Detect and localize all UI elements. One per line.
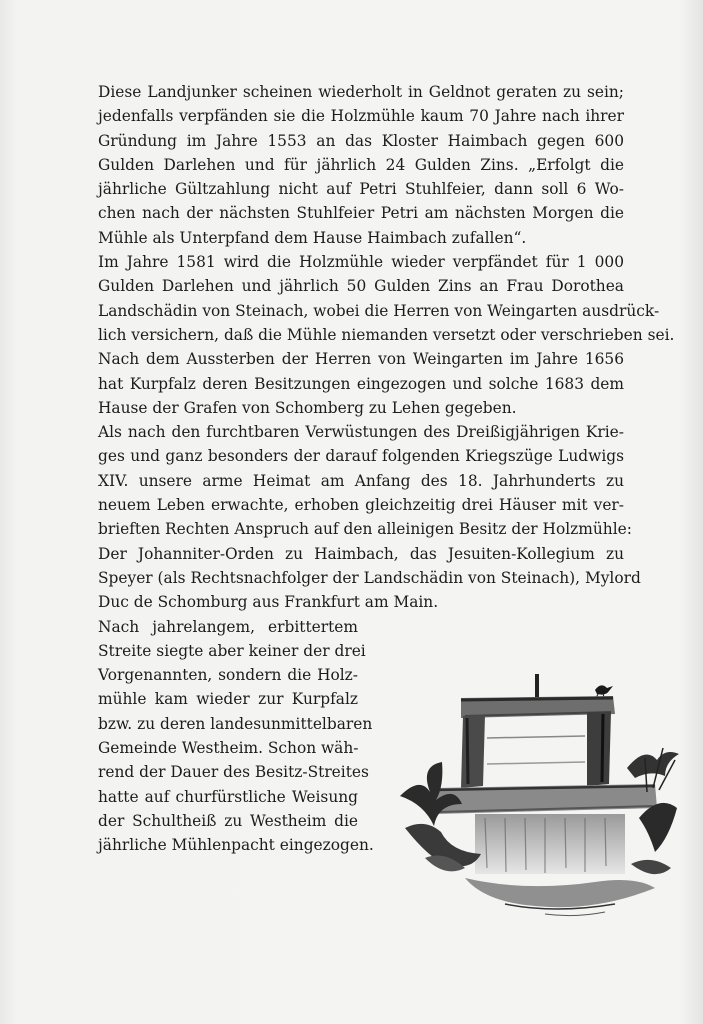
paragraph-3 bbox=[98, 347, 624, 420]
text-line: jährliche Mühlenpacht eingezogen. bbox=[98, 836, 374, 855]
text-line: Gemeinde Westheim. Schon wäh- bbox=[98, 739, 359, 758]
text-line: jedenfalls verpfänden sie die Holzmühle kaum 70 Jahre nach ihrer bbox=[98, 107, 624, 126]
text-line: brieften Rechten Anspruch auf den alleinigen Besitz der Holzmühle: bbox=[98, 520, 632, 539]
text-line: Nach dem Aussterben der Herren von Weingarten im Jahre 1656 bbox=[98, 350, 624, 369]
text-line: rend der Dauer des Besitz-Streites bbox=[98, 763, 369, 782]
text-line: hatte auf churfürstliche Weisung bbox=[98, 787, 358, 806]
text-line: jährliche Gültzahlung nicht auf Petri Stuhlfeier, dann soll 6 Wo- bbox=[98, 180, 624, 199]
paragraph-5 bbox=[98, 615, 374, 858]
text-line: Duc de Schomburg aus Frankfurt am Main. bbox=[98, 593, 439, 612]
text-line: Hause der Grafen von Schomberg zu Lehen gegeben. bbox=[98, 398, 517, 417]
text-line: Landschädin von Steinach, wobei die Herren von Weingarten ausdrück- bbox=[98, 301, 660, 320]
paragraph-2 bbox=[98, 250, 675, 347]
text-line: Im Jahre 1581 wird die Holzmühle wieder verpfändet für 1 000 bbox=[98, 253, 624, 272]
text-line: Als nach den furchtbaren Verwüstungen des Dreißigjährigen Krie- bbox=[98, 423, 624, 442]
text-line: Nach jahrelangem, erbittertem bbox=[98, 617, 358, 636]
paragraph-1 bbox=[98, 80, 624, 250]
text-line: hat Kurpfalz deren Besitzungen eingezogen und solche 1683 dem bbox=[98, 374, 624, 393]
text-line: lich versichern, daß die Mühle niemanden versetzt oder verschrieben sei. bbox=[98, 325, 675, 344]
text-line: mühle kam wieder zur Kurpfalz bbox=[98, 690, 358, 709]
text-line: Gulden Darlehen und jährlich 50 Gulden Zins an Frau Dorothea bbox=[98, 277, 624, 296]
text-line: Gründung im Jahre 1553 an das Kloster Haimbach gegen 600 bbox=[98, 131, 624, 150]
text-line: Gulden Darlehen und für jährlich 24 Gulden Zins. „Erfolgt die bbox=[98, 155, 624, 174]
text-line: ges und ganz besonders der darauf folgenden Kriegszüge Ludwigs bbox=[98, 447, 624, 466]
text-line: der Schultheiß zu Westheim die bbox=[98, 811, 358, 830]
text-line: Streite siegte aber keiner der drei bbox=[98, 641, 366, 660]
text-line: Speyer (als Rechtsnachfolger der Landschädin von Steinach), Mylord bbox=[98, 568, 641, 587]
text-line: Vorgenannten, sondern die Holz- bbox=[98, 666, 358, 685]
text-line: Mühle als Unterpfand dem Hause Haimbach zufallen“. bbox=[98, 228, 527, 247]
text-line: chen nach der nächsten Stuhlfeier Petri am nächsten Morgen die bbox=[98, 204, 624, 223]
text-line: Der Johanniter-Orden zu Haimbach, das Jesuiten-Kollegium zu bbox=[98, 544, 624, 563]
text-line: Diese Landjunker scheinen wiederholt in Geldnot geraten zu sein; bbox=[98, 83, 624, 101]
text-line: XIV. unsere arme Heimat am Anfang des 18. Jahrhunderts zu bbox=[98, 471, 624, 490]
mill-weir-sketch-icon bbox=[395, 668, 680, 923]
paragraph-4 bbox=[98, 420, 641, 614]
text-line: bzw. zu deren landesunmittelbaren bbox=[98, 714, 373, 733]
text-line: neuem Leben erwachte, erhoben gleichzeitig drei Häuser mit ver- bbox=[98, 496, 624, 515]
